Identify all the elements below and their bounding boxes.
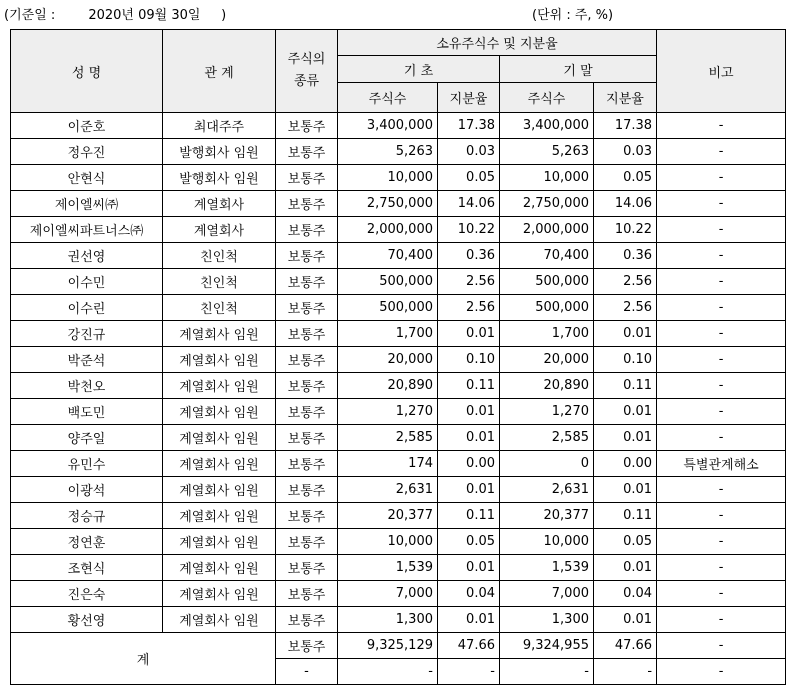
name-cell: 권선영 (11, 243, 163, 269)
table-row (11, 425, 786, 451)
start-shares-cell: 7,000 (338, 581, 438, 607)
start-shares-cell: 20,377 (338, 503, 438, 529)
stock-type-cell: 보통주 (276, 451, 338, 477)
start-ratio-cell: 0.04 (438, 581, 500, 607)
note-cell: - (657, 555, 786, 581)
relation-cell: 계열회사 임원 (163, 581, 276, 607)
total-row (11, 633, 786, 659)
relation-cell: 친인척 (163, 243, 276, 269)
stock-type-cell: 보통주 (276, 139, 338, 165)
header-start-ratio: 지분율 (438, 83, 500, 113)
header-end-shares: 주식수 (500, 83, 594, 113)
end-ratio-cell: 0.01 (594, 555, 657, 581)
table-row (11, 503, 786, 529)
stock-type-cell: 보통주 (276, 243, 338, 269)
name-cell: 황선영 (11, 607, 163, 633)
stock-type-cell: 보통주 (276, 295, 338, 321)
name-cell: 강진규 (11, 321, 163, 347)
name-cell: 이수린 (11, 295, 163, 321)
end-shares-cell: 2,000,000 (500, 217, 594, 243)
end-shares-cell: 1,300 (500, 607, 594, 633)
note-cell: - (657, 191, 786, 217)
end-shares-cell: 3,400,000 (500, 113, 594, 139)
relation-cell: 최대주주 (163, 113, 276, 139)
relation-cell: 계열회사 임원 (163, 347, 276, 373)
start-ratio-cell: 0.10 (438, 347, 500, 373)
relation-cell: 계열회사 임원 (163, 529, 276, 555)
end-ratio-cell: 2.56 (594, 269, 657, 295)
relation-cell: 계열회사 임원 (163, 399, 276, 425)
end-shares-cell: 1,700 (500, 321, 594, 347)
name-cell: 박준석 (11, 347, 163, 373)
stock-type-cell: 보통주 (276, 217, 338, 243)
table-row (11, 607, 786, 633)
end-ratio-cell: 0.01 (594, 607, 657, 633)
total-start-ratio-cell: 47.66 (438, 633, 500, 659)
note-cell: - (657, 217, 786, 243)
start-ratio-cell: 0.01 (438, 399, 500, 425)
end-shares-cell: 5,263 (500, 139, 594, 165)
name-cell: 이광석 (11, 477, 163, 503)
table-body (11, 113, 786, 685)
table-row (11, 269, 786, 295)
start-shares-cell: 1,300 (338, 607, 438, 633)
stock-type-cell: 보통주 (276, 269, 338, 295)
start-ratio-cell: 0.01 (438, 607, 500, 633)
relation-cell: 계열회사 임원 (163, 607, 276, 633)
start-shares-cell: 174 (338, 451, 438, 477)
stock-type-cell: 보통주 (276, 581, 338, 607)
total-label: 계 (11, 633, 276, 685)
relation-cell: 계열회사 임원 (163, 425, 276, 451)
note-cell: - (657, 529, 786, 555)
note-cell: - (657, 581, 786, 607)
name-cell: 백도민 (11, 399, 163, 425)
name-cell: 안현식 (11, 165, 163, 191)
name-cell: 제이엘씨파트너스㈜ (11, 217, 163, 243)
start-shares-cell: 500,000 (338, 269, 438, 295)
start-ratio-cell: 0.01 (438, 477, 500, 503)
unit-label: (단위 : 주, %) (532, 8, 614, 23)
table-row (11, 243, 786, 269)
start-shares-cell: 2,750,000 (338, 191, 438, 217)
end-ratio-cell: 0.11 (594, 503, 657, 529)
relation-cell: 친인척 (163, 295, 276, 321)
stock-type-cell: 보통주 (276, 529, 338, 555)
start-shares-cell: 20,890 (338, 373, 438, 399)
header-start: 기 초 (338, 56, 500, 83)
stock-type-cell: 보통주 (276, 477, 338, 503)
header-end: 기 말 (500, 56, 657, 83)
total-start-shares-cell: - (338, 659, 438, 685)
note-cell: - (657, 165, 786, 191)
name-cell: 이수민 (11, 269, 163, 295)
relation-cell: 발행회사 임원 (163, 139, 276, 165)
table-row (11, 217, 786, 243)
end-ratio-cell: 0.03 (594, 139, 657, 165)
table-header (11, 30, 786, 113)
start-ratio-cell: 0.36 (438, 243, 500, 269)
end-ratio-cell: 10.22 (594, 217, 657, 243)
stock-type-cell: 보통주 (276, 165, 338, 191)
stock-type-cell: 보통주 (276, 425, 338, 451)
start-shares-cell: 70,400 (338, 243, 438, 269)
start-ratio-cell: 0.05 (438, 165, 500, 191)
table-row (11, 139, 786, 165)
table-row (11, 373, 786, 399)
end-ratio-cell: 0.01 (594, 321, 657, 347)
table-row (11, 477, 786, 503)
end-shares-cell: 2,750,000 (500, 191, 594, 217)
note-cell: - (657, 347, 786, 373)
start-ratio-cell: 0.11 (438, 373, 500, 399)
note-cell: - (657, 425, 786, 451)
start-ratio-cell: 14.06 (438, 191, 500, 217)
name-cell: 정우진 (11, 139, 163, 165)
name-cell: 이준호 (11, 113, 163, 139)
end-ratio-cell: 17.38 (594, 113, 657, 139)
end-ratio-cell: 14.06 (594, 191, 657, 217)
end-ratio-cell: 0.05 (594, 529, 657, 555)
note-cell: - (657, 607, 786, 633)
stock-type-cell: 보통주 (276, 373, 338, 399)
total-note-cell: - (657, 659, 786, 685)
start-shares-cell: 10,000 (338, 165, 438, 191)
start-ratio-cell: 17.38 (438, 113, 500, 139)
end-ratio-cell: 0.05 (594, 165, 657, 191)
end-shares-cell: 1,270 (500, 399, 594, 425)
relation-cell: 계열회사 임원 (163, 555, 276, 581)
note-cell: - (657, 503, 786, 529)
name-cell: 정승규 (11, 503, 163, 529)
relation-cell: 계열회사 (163, 217, 276, 243)
end-ratio-cell: 2.56 (594, 295, 657, 321)
start-ratio-cell: 0.03 (438, 139, 500, 165)
table-caption (2, 2, 795, 22)
start-shares-cell: 2,585 (338, 425, 438, 451)
header-relation: 관 계 (163, 30, 276, 113)
end-ratio-cell: 0.04 (594, 581, 657, 607)
end-shares-cell: 20,000 (500, 347, 594, 373)
start-shares-cell: 5,263 (338, 139, 438, 165)
table-row (11, 581, 786, 607)
stock-type-cell: 보통주 (276, 321, 338, 347)
start-shares-cell: 2,000,000 (338, 217, 438, 243)
note-cell: - (657, 295, 786, 321)
start-shares-cell: 500,000 (338, 295, 438, 321)
relation-cell: 계열회사 임원 (163, 503, 276, 529)
header-stock-type: 주식의 종류 (276, 30, 338, 113)
header-note: 비고 (657, 30, 786, 113)
end-shares-cell: 10,000 (500, 529, 594, 555)
name-cell: 양주일 (11, 425, 163, 451)
end-shares-cell: 0 (500, 451, 594, 477)
end-ratio-cell: 0.01 (594, 425, 657, 451)
start-ratio-cell: 2.56 (438, 295, 500, 321)
relation-cell: 발행회사 임원 (163, 165, 276, 191)
end-shares-cell: 2,585 (500, 425, 594, 451)
name-cell: 박천오 (11, 373, 163, 399)
total-end-ratio-cell: - (594, 659, 657, 685)
stock-type-cell: 보통주 (276, 399, 338, 425)
end-shares-cell: 20,377 (500, 503, 594, 529)
end-ratio-cell: 0.01 (594, 477, 657, 503)
start-shares-cell: 1,700 (338, 321, 438, 347)
total-end-ratio-cell: 47.66 (594, 633, 657, 659)
start-shares-cell: 10,000 (338, 529, 438, 555)
stock-type-cell: 보통주 (276, 113, 338, 139)
table-row (11, 295, 786, 321)
total-stock-type-cell: 보통주 (276, 633, 338, 659)
end-ratio-cell: 0.10 (594, 347, 657, 373)
table-row (11, 165, 786, 191)
start-ratio-cell: 2.56 (438, 269, 500, 295)
header-end-ratio: 지분율 (594, 83, 657, 113)
name-cell: 진은숙 (11, 581, 163, 607)
total-start-shares-cell: 9,325,129 (338, 633, 438, 659)
table-row (11, 399, 786, 425)
note-cell: - (657, 243, 786, 269)
end-ratio-cell: 0.00 (594, 451, 657, 477)
start-ratio-cell: 0.11 (438, 503, 500, 529)
relation-cell: 계열회사 임원 (163, 321, 276, 347)
total-stock-type-cell: - (276, 659, 338, 685)
note-cell: - (657, 321, 786, 347)
table-row (11, 529, 786, 555)
start-shares-cell: 1,270 (338, 399, 438, 425)
note-cell: - (657, 477, 786, 503)
relation-cell: 계열회사 (163, 191, 276, 217)
total-end-shares-cell: - (500, 659, 594, 685)
start-ratio-cell: 0.05 (438, 529, 500, 555)
header-name: 성 명 (11, 30, 163, 113)
end-shares-cell: 10,000 (500, 165, 594, 191)
relation-cell: 친인척 (163, 269, 276, 295)
end-shares-cell: 7,000 (500, 581, 594, 607)
end-shares-cell: 2,631 (500, 477, 594, 503)
note-cell: 특별관계해소 (657, 451, 786, 477)
base-date-label: (기준일 : 2020년 09월 30일 ) (4, 8, 227, 23)
total-note-cell: - (657, 633, 786, 659)
note-cell: - (657, 399, 786, 425)
start-shares-cell: 3,400,000 (338, 113, 438, 139)
name-cell: 조현식 (11, 555, 163, 581)
name-cell: 정연훈 (11, 529, 163, 555)
end-ratio-cell: 0.11 (594, 373, 657, 399)
start-shares-cell: 1,539 (338, 555, 438, 581)
total-end-shares-cell: 9,324,955 (500, 633, 594, 659)
note-cell: - (657, 269, 786, 295)
table-row (11, 347, 786, 373)
note-cell: - (657, 139, 786, 165)
table-row (11, 451, 786, 477)
end-shares-cell: 70,400 (500, 243, 594, 269)
stock-type-cell: 보통주 (276, 555, 338, 581)
start-ratio-cell: 0.01 (438, 321, 500, 347)
end-shares-cell: 500,000 (500, 269, 594, 295)
end-ratio-cell: 0.36 (594, 243, 657, 269)
end-shares-cell: 500,000 (500, 295, 594, 321)
start-ratio-cell: 0.00 (438, 451, 500, 477)
header-start-shares: 주식수 (338, 83, 438, 113)
start-shares-cell: 20,000 (338, 347, 438, 373)
end-shares-cell: 20,890 (500, 373, 594, 399)
start-shares-cell: 2,631 (338, 477, 438, 503)
start-ratio-cell: 10.22 (438, 217, 500, 243)
stock-type-cell: 보통주 (276, 347, 338, 373)
end-ratio-cell: 0.01 (594, 399, 657, 425)
start-ratio-cell: 0.01 (438, 425, 500, 451)
name-cell: 유민수 (11, 451, 163, 477)
name-cell: 제이엘씨㈜ (11, 191, 163, 217)
relation-cell: 계열회사 임원 (163, 451, 276, 477)
stock-type-cell: 보통주 (276, 503, 338, 529)
header-holdings-group: 소유주식수 및 지분율 (338, 30, 657, 56)
end-shares-cell: 1,539 (500, 555, 594, 581)
total-start-ratio-cell: - (438, 659, 500, 685)
relation-cell: 계열회사 임원 (163, 477, 276, 503)
shareholding-table (10, 29, 786, 685)
start-ratio-cell: 0.01 (438, 555, 500, 581)
note-cell: - (657, 373, 786, 399)
relation-cell: 계열회사 임원 (163, 373, 276, 399)
stock-type-cell: 보통주 (276, 607, 338, 633)
note-cell: - (657, 113, 786, 139)
table-row (11, 113, 786, 139)
stock-type-cell: 보통주 (276, 191, 338, 217)
table-row (11, 321, 786, 347)
table-row (11, 191, 786, 217)
table-row (11, 555, 786, 581)
